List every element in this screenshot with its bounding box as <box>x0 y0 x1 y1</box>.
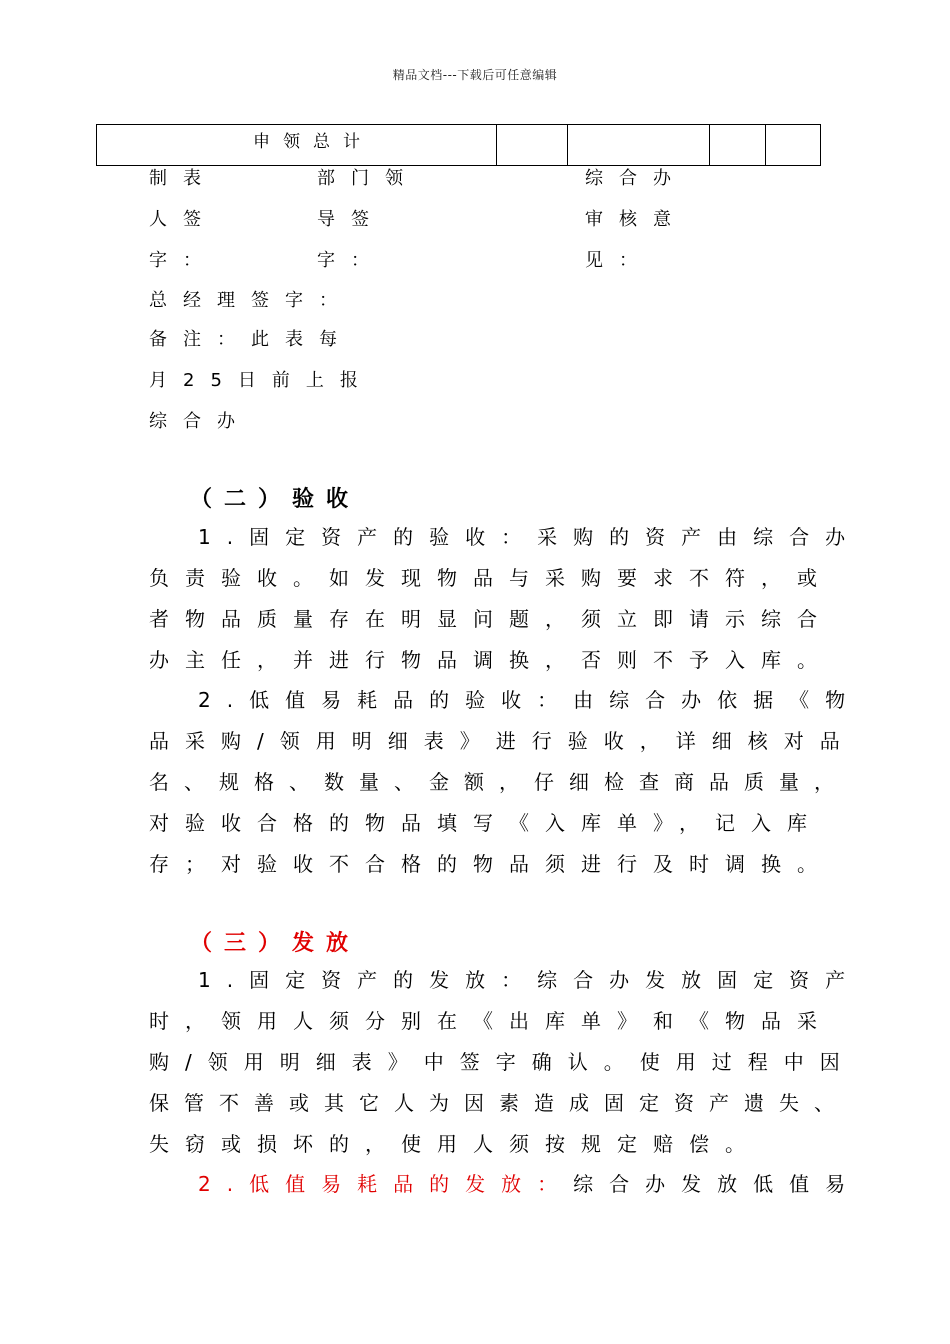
paragraph-line: 2.低值易耗品的验收：由综合办依据《物 <box>198 688 862 712</box>
sig-dept-3: 字： <box>317 250 385 271</box>
paragraph-line: 者物品质量存在明显问题，须立即请示综合 <box>149 607 833 631</box>
sig-dept-1: 部门领 <box>317 168 419 189</box>
summary-cell <box>766 125 821 166</box>
section-title-issuance: （三）发放 <box>190 931 361 956</box>
page-header: 精品文档---下载后可任意编辑 <box>392 68 558 82</box>
paragraph-line <box>198 1164 861 1205</box>
paragraph-line: 1.固定资产的验收：采购的资产由综合办 <box>198 525 862 549</box>
paragraph-line: 名、规格、数量、金额，仔细检查商品质量， <box>149 770 849 794</box>
paragraph-line: 品采购/领用明细表》进行验收，详细核对品 <box>149 729 856 753</box>
note-line: 月25日前上报 <box>149 370 374 391</box>
paragraph-line: 1.固定资产的发放：综合办发放固定资产 <box>198 968 862 992</box>
sig-maker-2: 人签 <box>149 209 217 230</box>
summary-cell <box>497 125 568 166</box>
paragraph-line: 保管不善或其它人为因素造成固定资产遗失、 <box>149 1091 849 1115</box>
note-line: 备注：此表每 <box>149 329 353 350</box>
sig-dept-2: 导签 <box>317 209 385 230</box>
sig-maker-1: 制表 <box>149 168 217 189</box>
sig-office-3: 见： <box>585 250 653 271</box>
note-line: 综合办 <box>149 411 251 432</box>
paragraph-line: 办主任，并进行物品调换，否则不予入库。 <box>149 648 833 672</box>
sig-maker-3: 字： <box>149 250 217 271</box>
paragraph-line: 时，领用人须分别在《出库单》和《物品采 <box>149 1009 833 1033</box>
note-line: 总经理签字： <box>149 290 353 311</box>
paragraph-line: 对验收合格的物品填写《入库单》，记入库 <box>149 811 823 835</box>
paragraph-text: 综合办发放低值易 <box>573 1172 862 1196</box>
section-title-acceptance: （二）验收 <box>190 487 361 512</box>
sig-office-1: 综合办 <box>585 168 687 189</box>
paragraph-line: 负责验收。如发现物品与采购要求不符，或 <box>149 566 833 590</box>
paragraph-line: 失窃或损坏的，使用人须按规定赔偿。 <box>149 1132 761 1156</box>
summary-label: 申领总计 <box>97 125 497 166</box>
paragraph-line: 存；对验收不合格的物品须进行及时调换。 <box>149 852 833 876</box>
red-subheading: 2.低值易耗品的发放： <box>198 1172 574 1196</box>
paragraph-line: 购/领用明细表》中签字确认。使用过程中因 <box>149 1050 856 1074</box>
summary-cell <box>710 125 766 166</box>
sig-office-2: 审核意 <box>585 209 687 230</box>
